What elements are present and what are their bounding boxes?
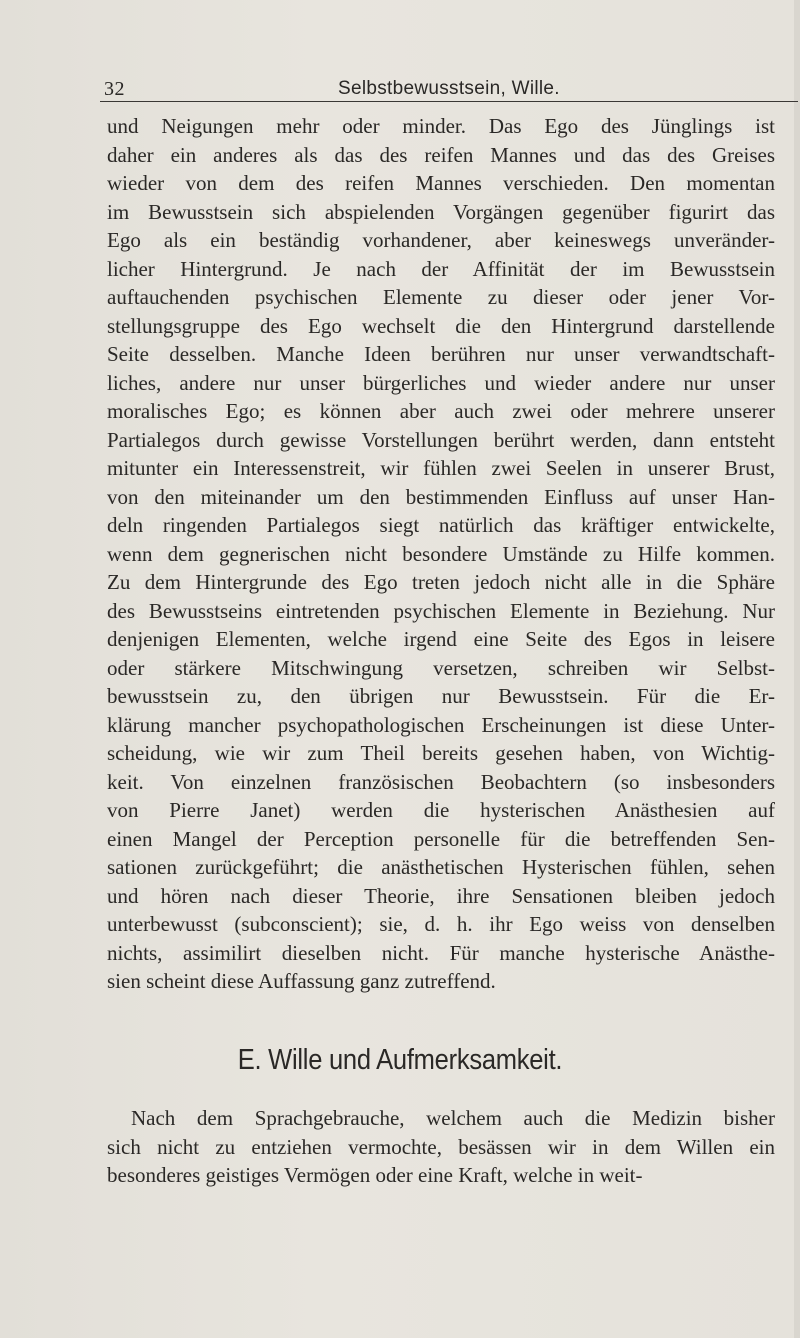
- text-line: und hören nach dieser Theorie, ihre Sensationen bleiben jedoch: [107, 883, 775, 908]
- text-line: moralisches Ego; es können aber auch zwei oder mehrere unserer: [107, 399, 775, 423]
- text-line: wenn dem gegnerischen nicht besondere Umstände zu Hilfe kommen.: [107, 541, 775, 566]
- page-edge: [794, 0, 800, 1338]
- text-line: einen Mangel der Perception personelle für die betreffenden Sen-: [107, 826, 775, 851]
- text-line: Seite desselben. Manche Ideen berühren nur unser verwandtschaft-: [107, 342, 775, 366]
- section-paragraph: [107, 1104, 775, 1190]
- text-line: auftauchenden psychischen Elemente zu dieser oder jener Vor-: [107, 285, 775, 309]
- text-line: Nach dem Sprachgebrauche, welchem auch die Medizin bisher: [131, 1106, 775, 1130]
- text-line: mitunter ein Interessenstreit, wir fühlen zwei Seelen in unserer Brust,: [107, 456, 775, 480]
- body-paragraph: [107, 112, 775, 996]
- text-line: von Pierre Janet) werden die hysterischen Anästhesien auf: [107, 798, 775, 822]
- text-line: klärung mancher psychopathologischen Erscheinungen ist diese Unter-: [107, 712, 775, 737]
- text-line: Zu dem Hintergrunde des Ego treten jedoch nicht alle in die Sphäre: [107, 570, 775, 594]
- text-line: sien scheint diese Auffassung ganz zutreffend.: [107, 969, 496, 993]
- text-line: Partialegos durch gewisse Vorstellungen berührt werden, dann entsteht: [107, 427, 775, 452]
- text-line: oder stärkere Mitschwingung versetzen, schreiben wir Selbst-: [107, 655, 775, 680]
- text-line: sich nicht zu entziehen vermochte, besässen wir in dem Willen ein: [107, 1134, 775, 1159]
- text-line: keit. Von einzelnen französischen Beobachtern (so insbesonders: [107, 769, 775, 794]
- text-line: und Neigungen mehr oder minder. Das Ego des Jünglings ist: [107, 114, 775, 138]
- section-heading: E. Wille und Aufmerksamkeit.: [237, 1044, 563, 1076]
- text-line: des Bewusstseins eintretenden psychischen Elemente in Beziehung. Nur: [107, 598, 775, 623]
- text-line: scheidung, wie wir zum Theil bereits gesehen haben, von Wichtig-: [107, 741, 775, 765]
- text-line: licher Hintergrund. Je nach der Affinität der im Bewusstsein: [107, 256, 775, 281]
- text-line: sationen zurückgeführt; die anästhetischen Hysterischen fühlen, sehen: [107, 855, 775, 879]
- text-line: daher ein anderes als das des reifen Mannes und das des Greises: [107, 142, 775, 167]
- text-line: bewusstsein zu, den übrigen nur Bewusstsein. Für die Er-: [107, 684, 775, 708]
- text-line: im Bewusstsein sich abspielenden Vorgängen gegenüber figurirt das: [107, 199, 775, 224]
- text-line: stellungsgruppe des Ego wechselt die den Hintergrund darstellende: [107, 313, 775, 338]
- text-line: unterbewusst (subconscient); sie, d. h. ihr Ego weiss von denselben: [107, 912, 775, 936]
- text-line: nichts, assimilirt dieselben nicht. Für manche hysterische Anästhe-: [107, 940, 775, 965]
- text-line: von den miteinander um den bestimmenden Einfluss auf unser Han-: [107, 484, 775, 509]
- text-line: besonderes geistiges Vermögen oder eine Kraft, welche in weit-: [107, 1163, 643, 1187]
- header-rule: [100, 101, 798, 102]
- running-title: Selbstbewusstsein, Wille.: [338, 78, 560, 99]
- page-number: 32: [104, 78, 125, 100]
- text-line: deln ringenden Partialegos siegt natürlich das kräftiger entwickelte,: [107, 513, 775, 537]
- text-line: liches, andere nur unser bürgerliches und wieder andere nur unser: [107, 370, 775, 395]
- text-line: Ego als ein beständig vorhandener, aber keineswegs unveränder-: [107, 228, 775, 252]
- text-line: denjenigen Elementen, welche irgend eine Seite des Egos in leisere: [107, 627, 775, 651]
- text-line: wieder von dem des reifen Mannes verschieden. Den momentan: [107, 171, 775, 195]
